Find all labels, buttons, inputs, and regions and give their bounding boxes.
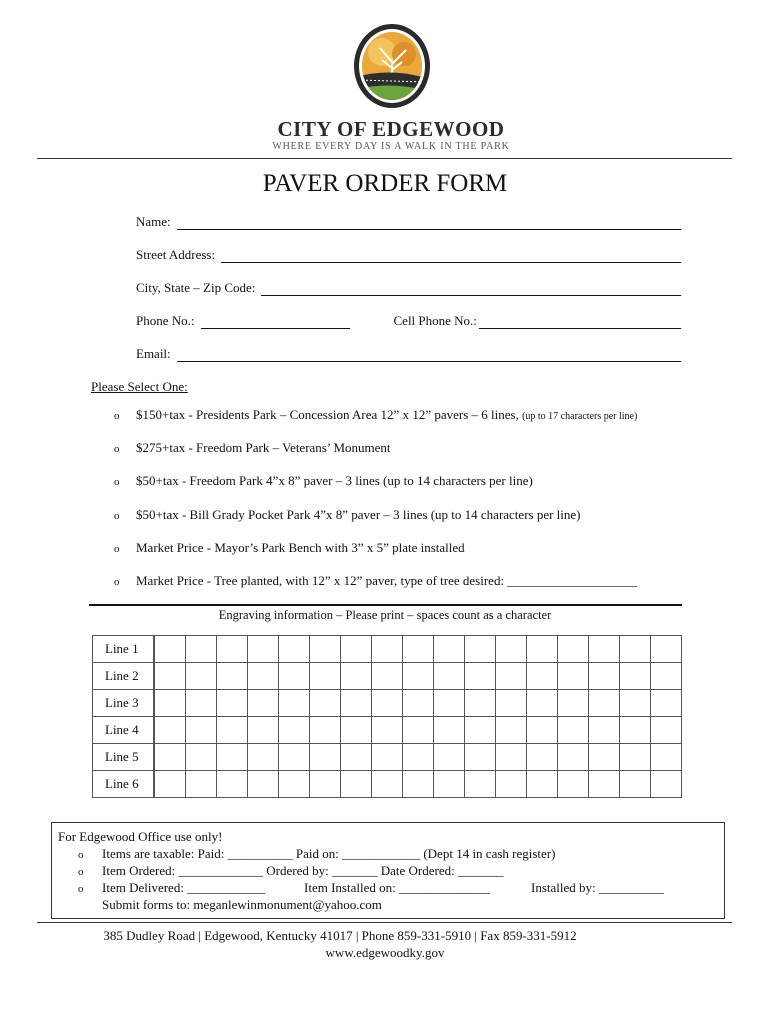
option-radio[interactable]: o [114, 443, 120, 455]
engraving-character-cell[interactable] [403, 744, 434, 771]
option-radio[interactable]: o [114, 543, 120, 555]
street-field [136, 247, 681, 263]
engraving-row [93, 663, 682, 690]
engraving-character-cell[interactable] [248, 636, 279, 663]
engraving-character-cell[interactable] [434, 636, 465, 663]
engraving-character-cell[interactable] [558, 771, 589, 798]
engraving-character-cell[interactable] [403, 663, 434, 690]
engraving-character-cell[interactable] [341, 771, 372, 798]
engraving-character-cell[interactable] [558, 744, 589, 771]
select-one-label: Please Select One: [91, 379, 188, 394]
option-text: $50+tax - Freedom Park 4”x 8” paver – 3 lines (up to 14 characters per line) [136, 473, 533, 488]
engraving-character-cell[interactable] [186, 663, 217, 690]
header-divider [37, 158, 732, 159]
engraving-character-cell[interactable] [434, 744, 465, 771]
city-name: CITY OF EDGEWOOD [277, 117, 505, 141]
engraving-line-label: Line 5 [93, 744, 155, 771]
office-use-box [51, 822, 725, 919]
engraving-character-cell[interactable] [155, 771, 186, 798]
engraving-label: Engraving information – Please print – spaces count as a character [218, 608, 552, 622]
city-tagline: WHERE EVERY DAY IS A WALK IN THE PARK [272, 141, 510, 152]
email-field [136, 346, 681, 362]
street-label: Street Address: [136, 247, 216, 262]
engraving-character-cell[interactable] [217, 771, 248, 798]
engraving-grid [92, 635, 682, 798]
engraving-character-cell[interactable] [372, 636, 403, 663]
engraving-character-cell[interactable] [434, 663, 465, 690]
engraving-character-cell[interactable] [217, 636, 248, 663]
engraving-character-cell[interactable] [248, 744, 279, 771]
cell-phone-input[interactable] [479, 315, 681, 329]
option-text: $275+tax - Freedom Park – Veterans’ Monument [136, 440, 391, 455]
engraving-character-cell[interactable] [403, 771, 434, 798]
engraving-character-cell[interactable] [558, 663, 589, 690]
engraving-character-cell[interactable] [186, 771, 217, 798]
cell-phone-label: Cell Phone No.: [393, 313, 477, 328]
engraving-character-cell[interactable] [279, 636, 310, 663]
engraving-character-cell[interactable] [217, 717, 248, 744]
footer-address: 385 Dudley Road | Edgewood, Kentucky 41017 | Phone 859-331-5910 | Fax 859-331-5912 [103, 928, 577, 943]
option-text: Market Price - Mayor’s Park Bench with 3” x 5” plate installed [136, 540, 465, 555]
phone-row [136, 313, 681, 329]
footer-divider [37, 922, 732, 923]
office-submit-text: Submit forms to: meganlewinmonument@yahoo.com [102, 897, 382, 912]
engraving-character-cell[interactable] [248, 663, 279, 690]
option-freedom-park-paver[interactable] [114, 473, 694, 489]
engraving-character-cell[interactable] [558, 717, 589, 744]
engraving-character-cell[interactable] [372, 663, 403, 690]
engraving-character-cell[interactable] [279, 690, 310, 717]
engraving-character-cell[interactable] [341, 744, 372, 771]
engraving-character-cell[interactable] [527, 771, 558, 798]
engraving-character-cell[interactable] [620, 663, 651, 690]
name-label: Name: [136, 214, 171, 229]
option-note: (up to 17 characters per line) [522, 411, 638, 422]
engraving-character-cell[interactable] [651, 690, 682, 717]
phone-label: Phone No.: [136, 313, 195, 328]
engraving-character-cell[interactable] [558, 636, 589, 663]
city-state-zip-label: City, State – Zip Code: [136, 280, 256, 295]
option-text: $50+tax - Bill Grady Pocket Park 4”x 8” paver – 3 lines (up to 14 characters per line) [136, 507, 581, 522]
engraving-row [93, 744, 682, 771]
engraving-character-cell[interactable] [465, 744, 496, 771]
engraving-character-cell[interactable] [496, 744, 527, 771]
name-field [136, 214, 681, 230]
phone-input[interactable] [201, 315, 350, 329]
engraving-character-cell[interactable] [310, 636, 341, 663]
engraving-character-cell[interactable] [496, 663, 527, 690]
option-radio[interactable]: o [114, 476, 120, 488]
street-input[interactable] [221, 249, 681, 263]
engraving-character-cell[interactable] [155, 744, 186, 771]
engraving-character-cell[interactable] [310, 663, 341, 690]
option-text: Market Price - Tree planted, with 12” x 12” paver, type of tree desired: ____________________ [136, 573, 638, 588]
engraving-character-cell[interactable] [465, 771, 496, 798]
option-park-bench[interactable] [114, 540, 694, 556]
engraving-character-cell[interactable] [372, 717, 403, 744]
footer-website[interactable]: www.edgewoodky.gov [325, 945, 445, 960]
engraving-character-cell[interactable] [155, 690, 186, 717]
engraving-character-cell[interactable] [496, 636, 527, 663]
engraving-divider [89, 604, 682, 606]
engraving-character-cell[interactable] [155, 663, 186, 690]
office-bullet: o [78, 883, 84, 895]
option-tree-planted[interactable] [114, 573, 694, 589]
engraving-character-cell[interactable] [434, 690, 465, 717]
engraving-character-cell[interactable] [403, 636, 434, 663]
engraving-character-cell[interactable] [465, 690, 496, 717]
option-freedom-park-monument[interactable] [114, 440, 694, 456]
office-header: For Edgewood Office use only! [58, 829, 223, 844]
office-ordered-text: Item Ordered: _____________ Ordered by: _______ Date Ordered: _______ [102, 863, 504, 878]
option-presidents-park[interactable] [114, 407, 694, 423]
option-text: $150+tax - Presidents Park – Concession Area 12” x 12” pavers – 6 lines, [136, 407, 519, 422]
engraving-character-cell[interactable] [589, 717, 620, 744]
city-state-zip-input[interactable] [261, 282, 681, 296]
engraving-character-cell[interactable] [155, 636, 186, 663]
engraving-character-cell[interactable] [403, 690, 434, 717]
engraving-character-cell[interactable] [341, 636, 372, 663]
engraving-character-cell[interactable] [248, 717, 279, 744]
engraving-character-cell[interactable] [496, 771, 527, 798]
engraving-character-cell[interactable] [589, 663, 620, 690]
engraving-character-cell[interactable] [310, 744, 341, 771]
engraving-character-cell[interactable] [155, 717, 186, 744]
engraving-line-label: Line 6 [93, 771, 155, 798]
city-logo-icon [352, 22, 432, 110]
engraving-character-cell[interactable] [589, 636, 620, 663]
engraving-character-cell[interactable] [465, 636, 496, 663]
engraving-character-cell[interactable] [341, 717, 372, 744]
engraving-character-cell[interactable] [341, 663, 372, 690]
engraving-character-cell[interactable] [403, 717, 434, 744]
engraving-character-cell[interactable] [186, 636, 217, 663]
engraving-character-cell[interactable] [620, 744, 651, 771]
option-radio[interactable]: o [114, 410, 120, 422]
engraving-character-cell[interactable] [589, 690, 620, 717]
office-row-delivered [78, 880, 664, 896]
engraving-character-cell[interactable] [620, 636, 651, 663]
office-taxable-text: Items are taxable: Paid: __________ Paid on: ____________ (Dept 14 in cash register) [102, 846, 556, 861]
engraving-character-cell[interactable] [372, 744, 403, 771]
office-installed-by-text: Installed by: __________ [531, 880, 664, 895]
engraving-character-cell[interactable] [279, 717, 310, 744]
engraving-character-cell[interactable] [527, 636, 558, 663]
office-row-ordered [78, 863, 503, 879]
option-radio[interactable]: o [114, 510, 120, 522]
engraving-character-cell[interactable] [434, 771, 465, 798]
engraving-character-cell[interactable] [186, 717, 217, 744]
option-bill-grady-park[interactable] [114, 507, 694, 523]
engraving-character-cell[interactable] [527, 744, 558, 771]
engraving-character-cell[interactable] [310, 771, 341, 798]
engraving-row [93, 690, 682, 717]
engraving-character-cell[interactable] [217, 690, 248, 717]
engraving-character-cell[interactable] [372, 771, 403, 798]
page-title: PAVER ORDER FORM [262, 170, 508, 197]
engraving-character-cell[interactable] [248, 690, 279, 717]
engraving-row [93, 636, 682, 663]
engraving-character-cell[interactable] [527, 690, 558, 717]
engraving-character-cell[interactable] [651, 771, 682, 798]
office-row-taxable [78, 846, 555, 862]
engraving-character-cell[interactable] [186, 690, 217, 717]
engraving-character-cell[interactable] [651, 744, 682, 771]
engraving-line-label: Line 3 [93, 690, 155, 717]
engraving-character-cell[interactable] [465, 663, 496, 690]
email-label: Email: [136, 346, 171, 361]
engraving-row [93, 771, 682, 798]
option-radio[interactable]: o [114, 576, 120, 588]
engraving-character-cell[interactable] [496, 690, 527, 717]
engraving-character-cell[interactable] [372, 690, 403, 717]
engraving-character-cell[interactable] [186, 744, 217, 771]
engraving-character-cell[interactable] [527, 717, 558, 744]
engraving-line-label: Line 4 [93, 717, 155, 744]
city-state-zip-field [136, 280, 681, 296]
engraving-character-cell[interactable] [248, 771, 279, 798]
engraving-character-cell[interactable] [496, 717, 527, 744]
engraving-character-cell[interactable] [434, 717, 465, 744]
engraving-character-cell[interactable] [651, 717, 682, 744]
engraving-character-cell[interactable] [279, 771, 310, 798]
engraving-character-cell[interactable] [310, 690, 341, 717]
engraving-character-cell[interactable] [558, 690, 589, 717]
engraving-character-cell[interactable] [341, 690, 372, 717]
engraving-character-cell[interactable] [279, 744, 310, 771]
engraving-character-cell[interactable] [620, 771, 651, 798]
engraving-character-cell[interactable] [651, 636, 682, 663]
name-input[interactable] [177, 216, 681, 230]
engraving-row [93, 717, 682, 744]
engraving-character-cell[interactable] [620, 717, 651, 744]
engraving-character-cell[interactable] [217, 744, 248, 771]
engraving-character-cell[interactable] [465, 717, 496, 744]
engraving-character-cell[interactable] [279, 663, 310, 690]
engraving-character-cell[interactable] [620, 690, 651, 717]
engraving-character-cell[interactable] [310, 717, 341, 744]
engraving-line-label: Line 1 [93, 636, 155, 663]
office-bullet: o [78, 866, 84, 878]
office-installed-on-text: Item Installed on: ______________ [304, 880, 490, 895]
office-delivered-text: Item Delivered: ____________ [102, 880, 266, 895]
engraving-line-label: Line 2 [93, 663, 155, 690]
engraving-character-cell[interactable] [589, 771, 620, 798]
engraving-character-cell[interactable] [527, 663, 558, 690]
engraving-character-cell[interactable] [217, 663, 248, 690]
office-bullet: o [78, 849, 84, 861]
engraving-character-cell[interactable] [589, 744, 620, 771]
engraving-character-cell[interactable] [651, 663, 682, 690]
email-input[interactable] [177, 348, 681, 362]
